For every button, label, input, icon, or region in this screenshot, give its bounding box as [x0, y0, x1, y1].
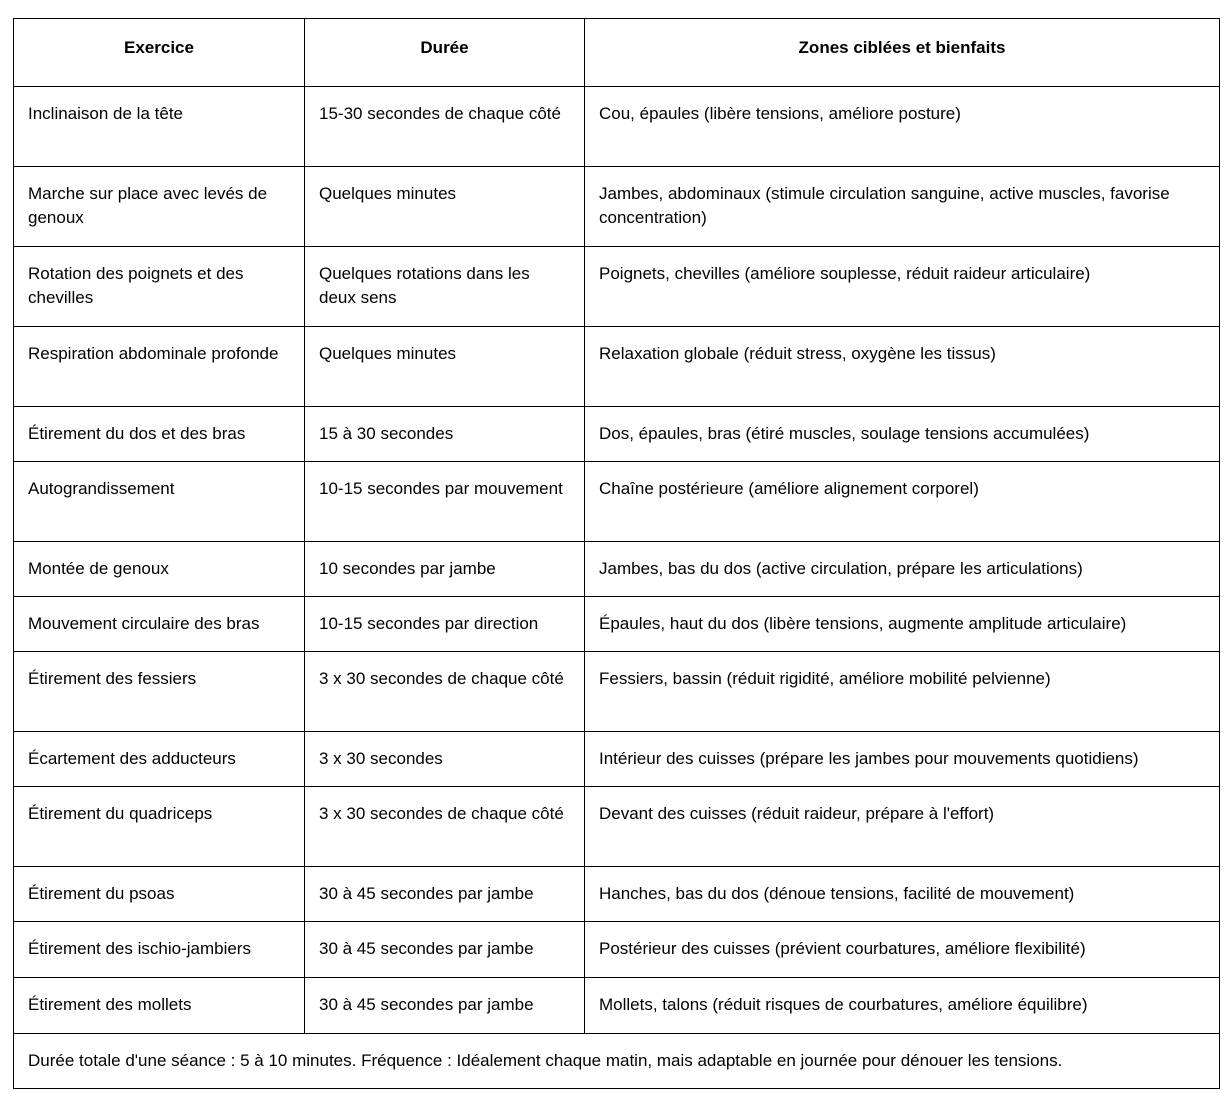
cell-benefits: Épaules, haut du dos (libère tensions, augmente amplitude articulaire)	[585, 597, 1220, 652]
cell-duration: 10-15 secondes par direction	[305, 597, 585, 652]
cell-duration: Quelques minutes	[305, 327, 585, 407]
cell-duration: 3 x 30 secondes	[305, 732, 585, 787]
cell-benefits: Mollets, talons (réduit risques de courbatures, améliore équilibre)	[585, 978, 1220, 1034]
cell-duration: 15 à 30 secondes	[305, 407, 585, 462]
header-duration: Durée	[305, 19, 585, 87]
header-row	[14, 19, 1220, 87]
cell-duration: 10-15 secondes par mouvement	[305, 462, 585, 542]
cell-duration: 30 à 45 secondes par jambe	[305, 922, 585, 978]
table-row	[14, 462, 1220, 542]
cell-duration: 3 x 30 secondes de chaque côté	[305, 652, 585, 732]
cell-exercise: Montée de genoux	[14, 542, 305, 597]
header-exercise: Exercice	[14, 19, 305, 87]
cell-benefits: Postérieur des cuisses (prévient courbatures, améliore flexibilité)	[585, 922, 1220, 978]
footer-note: Durée totale d'une séance : 5 à 10 minutes. Fréquence : Idéalement chaque matin, mais adaptable en journée pour dénouer les tensions.	[14, 1034, 1220, 1089]
cell-benefits: Dos, épaules, bras (étiré muscles, soulage tensions accumulées)	[585, 407, 1220, 462]
table-row	[14, 978, 1220, 1034]
cell-duration: 30 à 45 secondes par jambe	[305, 867, 585, 922]
cell-duration: Quelques minutes	[305, 167, 585, 247]
cell-benefits: Jambes, abdominaux (stimule circulation sanguine, active muscles, favorise concentration)	[585, 167, 1220, 247]
cell-benefits: Devant des cuisses (réduit raideur, prépare à l'effort)	[585, 787, 1220, 867]
table-row	[14, 327, 1220, 407]
cell-benefits: Fessiers, bassin (réduit rigidité, améliore mobilité pelvienne)	[585, 652, 1220, 732]
cell-duration: 10 secondes par jambe	[305, 542, 585, 597]
exercise-table	[13, 18, 1220, 1089]
table-row	[14, 407, 1220, 462]
table-row	[14, 867, 1220, 922]
cell-exercise: Étirement des ischio-jambiers	[14, 922, 305, 978]
cell-exercise: Écartement des adducteurs	[14, 732, 305, 787]
cell-benefits: Chaîne postérieure (améliore alignement corporel)	[585, 462, 1220, 542]
cell-exercise: Autograndissement	[14, 462, 305, 542]
cell-duration: 15-30 secondes de chaque côté	[305, 87, 585, 167]
table-row	[14, 597, 1220, 652]
table-row	[14, 167, 1220, 247]
footer-row	[14, 1034, 1220, 1089]
cell-benefits: Intérieur des cuisses (prépare les jambes pour mouvements quotidiens)	[585, 732, 1220, 787]
cell-exercise: Étirement du psoas	[14, 867, 305, 922]
cell-benefits: Relaxation globale (réduit stress, oxygène les tissus)	[585, 327, 1220, 407]
cell-exercise: Étirement des mollets	[14, 978, 305, 1034]
table-row	[14, 922, 1220, 978]
cell-benefits: Jambes, bas du dos (active circulation, prépare les articulations)	[585, 542, 1220, 597]
cell-benefits: Hanches, bas du dos (dénoue tensions, facilité de mouvement)	[585, 867, 1220, 922]
cell-exercise: Étirement des fessiers	[14, 652, 305, 732]
header-benefits: Zones ciblées et bienfaits	[585, 19, 1220, 87]
table-row	[14, 247, 1220, 327]
cell-exercise: Rotation des poignets et des chevilles	[14, 247, 305, 327]
cell-benefits: Poignets, chevilles (améliore souplesse, réduit raideur articulaire)	[585, 247, 1220, 327]
table-row	[14, 87, 1220, 167]
cell-exercise: Inclinaison de la tête	[14, 87, 305, 167]
table-row	[14, 787, 1220, 867]
cell-duration: 30 à 45 secondes par jambe	[305, 978, 585, 1034]
cell-exercise: Étirement du quadriceps	[14, 787, 305, 867]
cell-duration: 3 x 30 secondes de chaque côté	[305, 787, 585, 867]
table-row	[14, 732, 1220, 787]
cell-exercise: Mouvement circulaire des bras	[14, 597, 305, 652]
table-body	[14, 87, 1220, 1034]
table-row	[14, 542, 1220, 597]
table-row	[14, 652, 1220, 732]
cell-benefits: Cou, épaules (libère tensions, améliore posture)	[585, 87, 1220, 167]
cell-exercise: Étirement du dos et des bras	[14, 407, 305, 462]
cell-duration: Quelques rotations dans les deux sens	[305, 247, 585, 327]
cell-exercise: Respiration abdominale profonde	[14, 327, 305, 407]
cell-exercise: Marche sur place avec levés de genoux	[14, 167, 305, 247]
